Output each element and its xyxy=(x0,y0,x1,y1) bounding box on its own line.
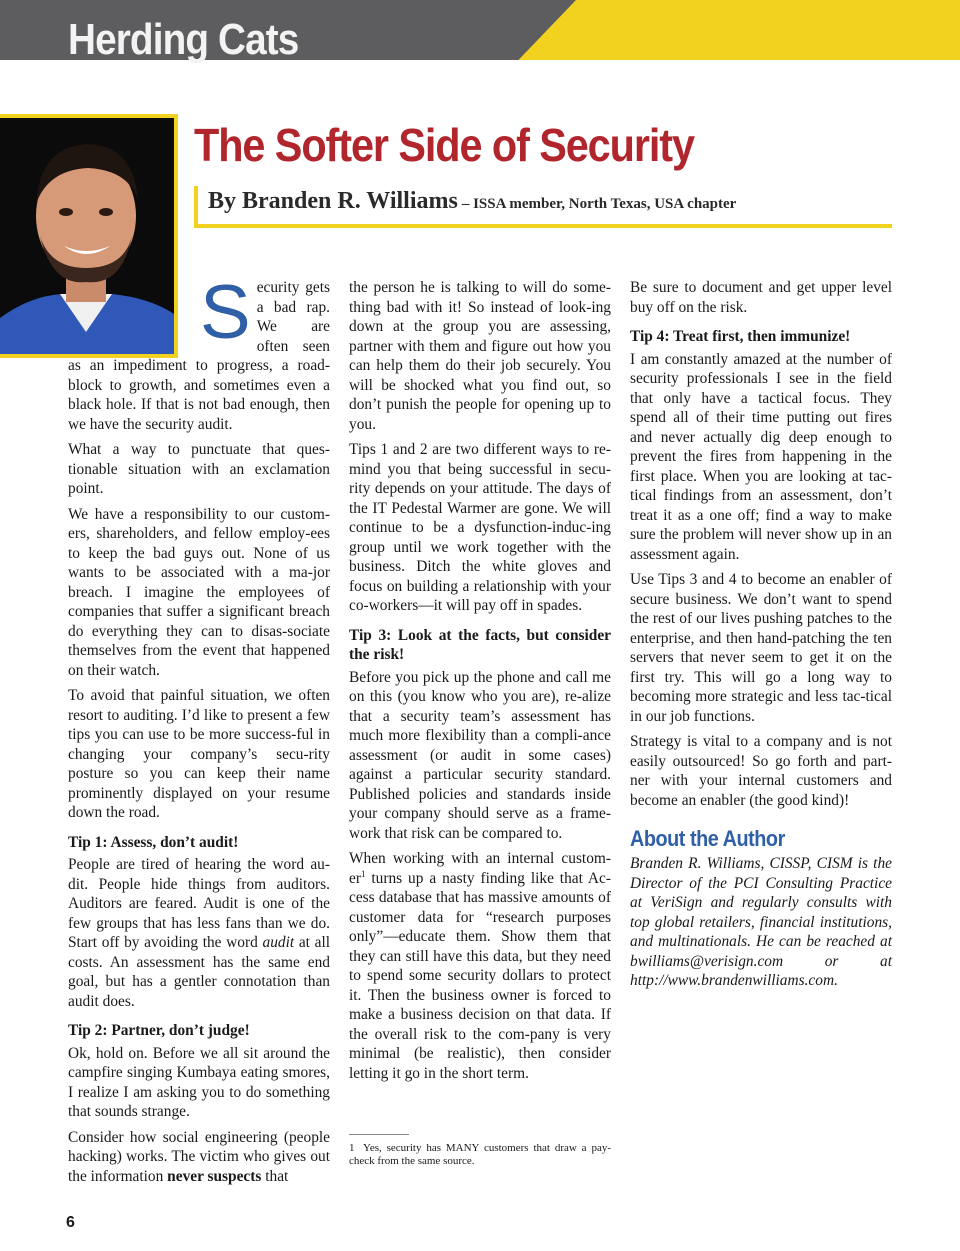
paragraph: Strategy is vital to a company and is not easily outsourced! So go forth and part-ner with your internal customers and become an enabler (the good kind)! xyxy=(630,733,892,809)
article-column-1 xyxy=(68,270,330,1192)
article-title: The Softer Side of Security xyxy=(194,119,694,171)
paragraph: the person he is talking to will do some-thing bad with it! So instead of look-ing down at the group you are assessing, partner with them and figure out how you can help them do their job securely. You will be shocked what you find out, so don’t punish the people for opening up to you. xyxy=(349,279,611,433)
about-author-text: Branden R. Williams, CISSP, CISM is the Director of the PCI Consulting Practice at VeriSign and regularly consults with top global retailers, financial institutions, and multinationals. He can be reached at bwilliams@verisign.com or at http://www.brandenwilliams.com. xyxy=(630,855,892,989)
paragraph xyxy=(68,270,330,434)
paragraph: Before you pick up the phone and call me on this (you know who you are), re-alize that a security team’s assessment has much more flexibility than a compli-ance assessment (or audit in some cases) against a particular security standard. Published policies and standards inside your company should serve as a frame-work that risk can be compared to. xyxy=(349,668,611,842)
paragraph-text: that xyxy=(261,1167,289,1185)
paragraph: To avoid that painful situation, we often resort to auditing. I’d like to present a few tips you can use to be more success-ful in changing your company’s secu-rity posture so you can keep their name prominently displayed on your resume down the road. xyxy=(68,687,330,821)
byline-box xyxy=(194,186,892,228)
paragraph: Tips 1 and 2 are two different ways to re-mind you that being successful in secu-rity depends on your attitude. The days of the IT Pedestal Warmer are gone. We will continue to be a dysfunction-induc-ing group until we work together with the business. Ditch the white gloves and focus on building a relationship with your co-workers—it will pay off in spades. xyxy=(349,441,611,614)
paragraph-text: People are tired of hearing the word au-dit. People hide things from auditors. Auditors are feared. Audit is one of the few groups that has less fans than we do. Start off by avoiding the word xyxy=(68,856,330,951)
article-column-2 xyxy=(349,278,611,1089)
paragraph-text: turns up a nasty finding like that Ac-cess database that has massive amounts of customer data for “research purposes only”—educate them. Show them that they can still have this data, but they need to spend some security dollars to protect it. Then the business owner is forced to make a business decision on that data. If the overall risk to the com-pany is very minimal (be realistic), then consider letting it go in the short term. xyxy=(349,869,611,1082)
paragraph xyxy=(68,1128,330,1187)
footnote xyxy=(349,1142,611,1168)
paragraph-text: ecurity gets a bad rap. We are often seen as an impediment to progress, a road-block to growth, and sometimes even a black hole. If that is not bad enough, then we have the security audit. xyxy=(68,279,330,433)
footnote-text: Yes, security has MANY customers that draw a pay-check from the same source. xyxy=(349,1142,611,1167)
byline-name: By Branden R. Williams xyxy=(208,188,458,214)
footnote-rule xyxy=(349,1134,409,1135)
tip-3-heading: Tip 3: Look at the facts, but consider the risk! xyxy=(349,626,611,663)
paragraph: Ok, hold on. Before we all sit around the campfire singing Kumbaya eating smores, I realize I am asking you to do something that sounds strange. xyxy=(68,1044,330,1120)
emphasis-text: audit xyxy=(262,934,295,951)
article-column-3 xyxy=(630,278,892,997)
about-author-heading: About the Author xyxy=(630,826,785,851)
tip-1-heading: Tip 1: Assess, don’t audit! xyxy=(68,833,239,851)
footnote-number: 1 xyxy=(349,1142,355,1154)
paragraph: Use Tips 3 and 4 to become an enabler of secure business. We don’t want to spend the rest of our lives pushing patches to the enterprise, and then hand-patching the ten servers that never seem to get it on the first try. This will go a long way to becoming more strategic and less tac-tical in our job functions. xyxy=(630,571,892,725)
drop-cap: S xyxy=(200,270,251,355)
paragraph-text: Consider how social engineering (people hacking) works. The victim who gives out the information xyxy=(68,1128,330,1185)
paragraph: What a way to punctuate that ques-tionable situation with an exclamation point. xyxy=(68,441,330,497)
strong-text: never suspects xyxy=(167,1167,262,1185)
byline xyxy=(208,188,736,215)
page-number: 6 xyxy=(66,1214,75,1231)
paragraph xyxy=(349,849,611,1083)
footnote-ref[interactable]: 1 xyxy=(360,868,366,879)
paragraph: Be sure to document and get upper level buy off on the risk. xyxy=(630,279,892,316)
paragraph-text: When working with an internal custom-er xyxy=(349,850,611,887)
paragraph xyxy=(68,855,330,1011)
byline-affiliation: – ISSA member, North Texas, USA chapter xyxy=(461,196,737,212)
paragraph: I am constantly amazed at the number of security professionals I see in the field that only have a tactical focus. They spend all of their time putting out fires and never actually dig deep enough to prevent the fires from happening in the first place. When you are looking at tac-tical findings from an assessment, don’t treat it as a one off; find a way to make sure the problem will never show up in an assessment again. xyxy=(630,350,892,563)
tip-4-heading: Tip 4: Treat first, then immunize! xyxy=(630,328,851,345)
paragraph-text: at all costs. An assessment has the same end goal, but has a gentler connotation than audit does. xyxy=(68,934,330,1010)
section-title: Herding Cats xyxy=(68,15,299,64)
paragraph: We have a responsibility to our custom-ers, shareholders, and fellow employ-ees to keep the bad guys out. None of us wants to be associated with a ma-jor breach. I imagine the employees of companies that suffer a significant breach do everything they can to disas-sociate themselves from the event that happened on their watch. xyxy=(68,505,330,679)
tip-2-heading: Tip 2: Partner, don’t judge! xyxy=(68,1022,250,1039)
